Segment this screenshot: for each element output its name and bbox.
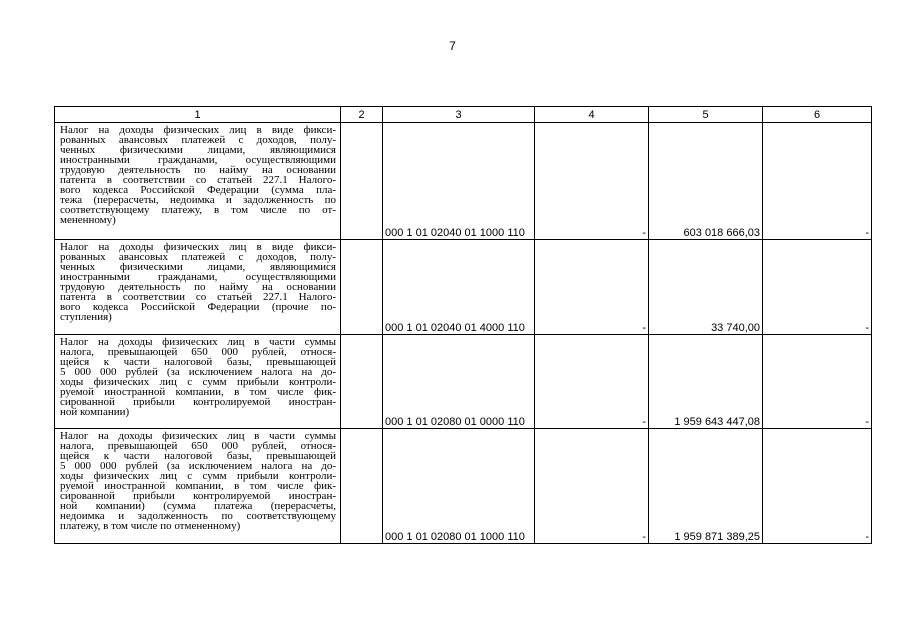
description-line: 5 000 000 рублей (за исключением налога на до- bbox=[60, 366, 336, 378]
column-2-cell bbox=[341, 429, 383, 544]
column-6-value: - bbox=[763, 240, 872, 335]
description-line: недоимка и задолженность по соответствующему bbox=[60, 510, 336, 522]
column-5-value: 1 959 643 447,08 bbox=[649, 335, 763, 429]
column-header-2: 2 bbox=[341, 107, 383, 123]
column-6-value: - bbox=[763, 123, 872, 240]
description-line: платежу, в том числе по отмененному) bbox=[60, 520, 241, 532]
budget-code: 000 1 01 02040 01 1000 110 bbox=[383, 123, 535, 240]
description-line: ходы физических лиц с сумм прибыли контроли- bbox=[60, 376, 336, 388]
revenue-description bbox=[55, 123, 341, 240]
column-4-value: - bbox=[535, 429, 649, 544]
column-2-cell bbox=[341, 123, 383, 240]
description-line: ной компании) (сумма платежа (перерасчеты, bbox=[60, 500, 336, 512]
description-line: щейся к части налоговой базы, превышающей bbox=[60, 356, 336, 368]
description-line: Налог на доходы физических лиц в части суммы bbox=[60, 336, 336, 348]
page-number: 7 bbox=[449, 39, 456, 53]
description-line: ступления) bbox=[60, 311, 112, 323]
description-line: трудовую деятельность по найму на основании bbox=[60, 281, 336, 293]
column-5-value: 33 740,00 bbox=[649, 240, 763, 335]
description-line: руемой иностранной компании, в том числе фик- bbox=[60, 386, 336, 398]
table-row bbox=[55, 429, 872, 544]
description-line: 5 000 000 рублей (за исключением налога на до- bbox=[60, 460, 336, 472]
column-4-value: - bbox=[535, 123, 649, 240]
budget-code: 000 1 01 02080 01 0000 110 bbox=[383, 335, 535, 429]
description-line: рованных авансовых платежей с доходов, полу- bbox=[60, 134, 336, 146]
description-line: патента в соответствии со статьей 227.1 Налого- bbox=[60, 291, 336, 303]
description-line: налога, превышающей 650 000 рублей, относя- bbox=[60, 440, 336, 452]
description-line: иностранными гражданами, осуществляющими bbox=[60, 154, 336, 166]
description-line: щейся к части налоговой базы, превышающей bbox=[60, 450, 336, 462]
column-header-5: 5 bbox=[649, 107, 763, 123]
column-header-1: 1 bbox=[55, 107, 341, 123]
column-2-cell bbox=[341, 240, 383, 335]
description-line: рованных авансовых платежей с доходов, полу- bbox=[60, 251, 336, 263]
description-line: Налог на доходы физических лиц в виде фикси- bbox=[60, 241, 336, 253]
budget-code: 000 1 01 02080 01 1000 110 bbox=[383, 429, 535, 544]
revenue-description bbox=[55, 429, 341, 544]
description-line: вого кодекса Российской Федерации (прочие по- bbox=[60, 301, 336, 313]
column-5-value: 603 018 666,03 bbox=[649, 123, 763, 240]
revenue-table bbox=[54, 106, 872, 544]
column-6-value: - bbox=[763, 335, 872, 429]
description-line: мененному) bbox=[60, 214, 116, 226]
description-line: Налог на доходы физических лиц в виде фикси- bbox=[60, 124, 336, 136]
description-line: иностранными гражданами, осуществляющими bbox=[60, 271, 336, 283]
column-header-6: 6 bbox=[763, 107, 872, 123]
description-line: налога, превышающей 650 000 рублей, относя- bbox=[60, 346, 336, 358]
table-row bbox=[55, 123, 872, 240]
description-line: ченных физическими лицами, являющимися bbox=[60, 144, 336, 156]
description-line: ходы физических лиц с сумм прибыли контроли- bbox=[60, 470, 336, 482]
revenue-description bbox=[55, 240, 341, 335]
column-6-value: - bbox=[763, 429, 872, 544]
description-line: руемой иностранной компании, в том числе фик- bbox=[60, 480, 336, 492]
description-line: сированной прибыли контролируемой иностран- bbox=[60, 490, 336, 502]
description-line: трудовую деятельность по найму на основании bbox=[60, 164, 336, 176]
description-line: ной компании) bbox=[60, 406, 130, 418]
column-number-header bbox=[55, 107, 872, 123]
description-line: вого кодекса Российской Федерации (сумма пла- bbox=[60, 184, 336, 196]
column-header-3: 3 bbox=[383, 107, 535, 123]
description-line: тежа (перерасчеты, недоимка и задолженность по bbox=[60, 194, 336, 206]
budget-code: 000 1 01 02040 01 4000 110 bbox=[383, 240, 535, 335]
column-4-value: - bbox=[535, 335, 649, 429]
description-line: ченных физическими лицами, являющимися bbox=[60, 261, 336, 273]
description-line: патента в соответствии со статьей 227.1 Налого- bbox=[60, 174, 336, 186]
column-header-4: 4 bbox=[535, 107, 649, 123]
column-5-value: 1 959 871 389,25 bbox=[649, 429, 763, 544]
description-line: соответствующему платежу, в том числе по от- bbox=[60, 204, 336, 216]
table-row bbox=[55, 335, 872, 429]
description-line: Налог на доходы физических лиц в части суммы bbox=[60, 430, 336, 442]
column-4-value: - bbox=[535, 240, 649, 335]
description-line: сированной прибыли контролируемой иностран- bbox=[60, 396, 336, 408]
revenue-description bbox=[55, 335, 341, 429]
table-row bbox=[55, 240, 872, 335]
column-2-cell bbox=[341, 335, 383, 429]
